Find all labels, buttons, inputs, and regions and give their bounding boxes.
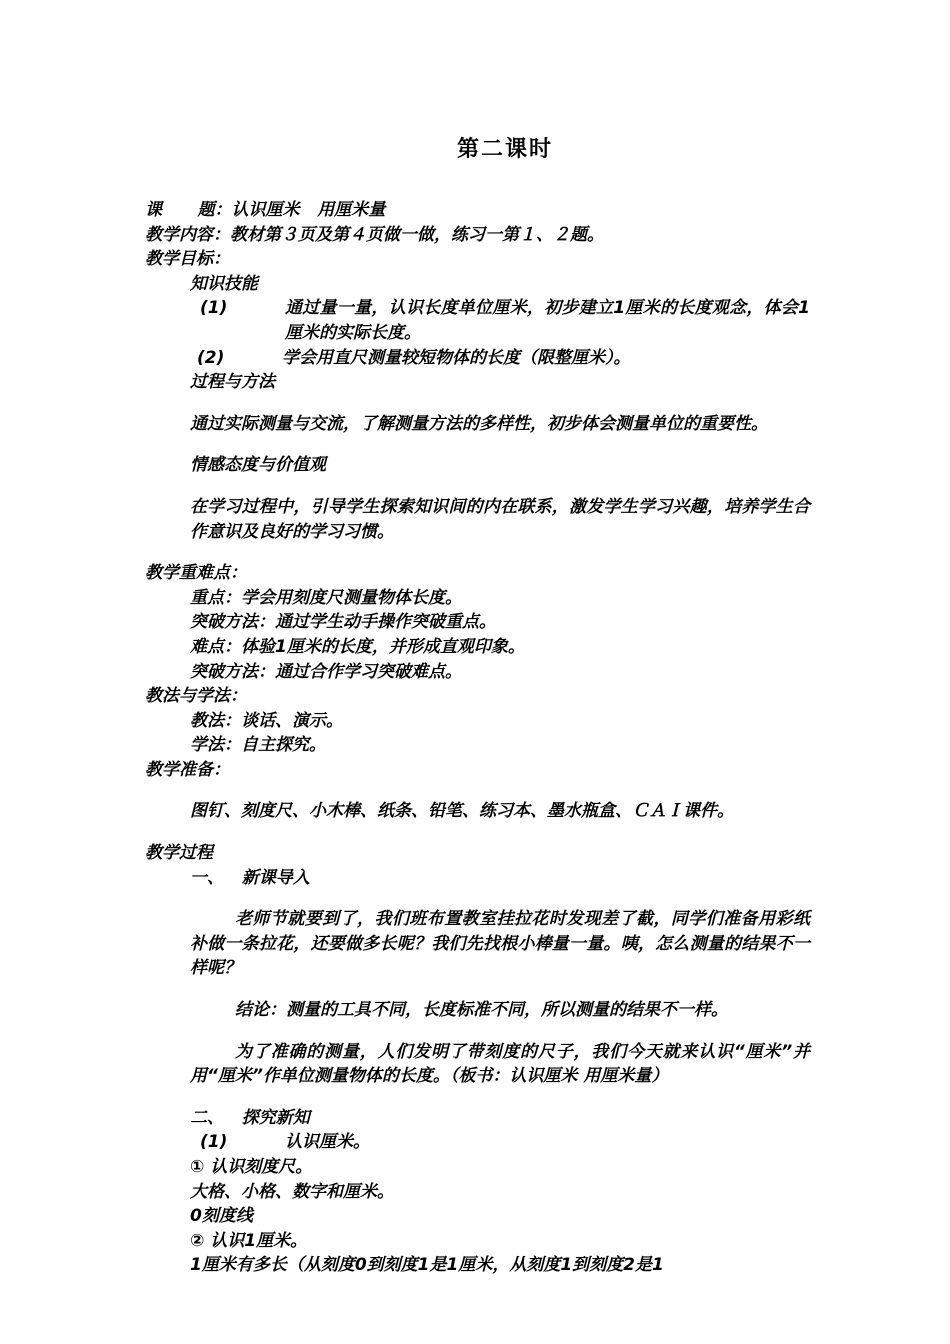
lesson-plan-body bbox=[145, 198, 810, 1278]
goal-1-text: 通过量一量，认识长度单位厘米，初步建立1厘米的长度观念，体会1厘米的实际长度。 bbox=[285, 298, 810, 343]
step-line: 大格、小格、数字和厘米。 bbox=[190, 1181, 394, 1202]
part-2-heading: 二、 探究新知 bbox=[190, 1107, 310, 1128]
emotion-heading: 情感态度与价值观 bbox=[190, 455, 326, 476]
goal-2-text: 学会用直尺测量较短物体的长度（限整厘米）。 bbox=[282, 347, 631, 368]
goal-item-1 bbox=[145, 296, 810, 345]
key-point-line: 突破方法：通过合作学习突破难点。 bbox=[190, 661, 462, 682]
subsection-1-text: 认识厘米。 bbox=[285, 1132, 370, 1153]
key-points-heading: 教学重难点： bbox=[145, 563, 247, 584]
preparation-text: 图钉、刻度尺、小木棒、纸条、铅笔、练习本、墨水瓶盒、ＣＡＩ课件。 bbox=[190, 801, 734, 822]
knowledge-heading: 知识技能 bbox=[190, 273, 258, 294]
emotion-text: 在学习过程中，引导学生探索知识间的内在联系，激发学生学习兴趣，培养学生合作意识及良好的学习习惯。 bbox=[190, 496, 810, 542]
goal-2-number: (2) bbox=[197, 347, 225, 368]
key-point-line: 难点：体验1厘米的长度，并形成直观印象。 bbox=[190, 636, 525, 657]
goal-item-2 bbox=[145, 346, 810, 371]
subsection-1-number: (1) bbox=[200, 1132, 228, 1153]
method-heading: 教法与学法： bbox=[145, 686, 247, 707]
process-text: 通过实际测量与交流，了解测量方法的多样性，初步体会测量单位的重要性。 bbox=[190, 413, 768, 434]
step-line: 1厘米有多长（从刻度0到刻度1是1厘米，从刻度1到刻度2是1 bbox=[190, 1255, 664, 1276]
method-line: 学法：自主探究。 bbox=[190, 735, 326, 756]
step-line: ① 认识刻度尺。 bbox=[190, 1157, 313, 1177]
preparation-heading: 教学准备： bbox=[145, 759, 230, 780]
process-heading: 过程与方法 bbox=[190, 372, 275, 393]
step-line: ② 认识1厘米。 bbox=[190, 1230, 308, 1251]
method-line: 教法：谈话、演示。 bbox=[190, 710, 343, 731]
page-title: 第二课时 bbox=[456, 136, 553, 162]
process-section-heading: 教学过程 bbox=[145, 843, 213, 864]
part-1-paragraph: 为了准确的测量，人们发明了带刻度的尺子，我们今天就来认识“厘米”并用“厘米”作单位测量物体的长度。（板书：认识厘米 用厘米量） bbox=[190, 1041, 810, 1087]
step-line: 0刻度线 bbox=[190, 1206, 253, 1227]
subsection-1 bbox=[145, 1130, 810, 1155]
key-point-line: 重点：学会用刻度尺测量物体长度。 bbox=[190, 587, 462, 608]
goals-heading: 教学目标： bbox=[145, 249, 230, 270]
key-point-line: 突破方法：通过学生动手操作突破重点。 bbox=[190, 612, 496, 633]
topic-line: 课 题：认识厘米 用厘米量 bbox=[145, 200, 386, 220]
part-1-paragraph: 结论：测量的工具不同，长度标准不同，所以测量的结果不一样。 bbox=[235, 1000, 728, 1021]
content-line: 教学内容：教材第３页及第４页做一做，练习一第１、２题。 bbox=[145, 224, 604, 245]
goal-1-number: (1) bbox=[200, 298, 228, 319]
part-1-paragraph: 老师节就要到了，我们班布置教室挂拉花时发现差了截，同学们准备用彩纸补做一条拉花，还要做多长呢？我们先找根小棒量一量。咦，怎么测量的结果不一样呢？ bbox=[190, 909, 810, 979]
part-1-heading: 一、 新课导入 bbox=[190, 867, 310, 888]
